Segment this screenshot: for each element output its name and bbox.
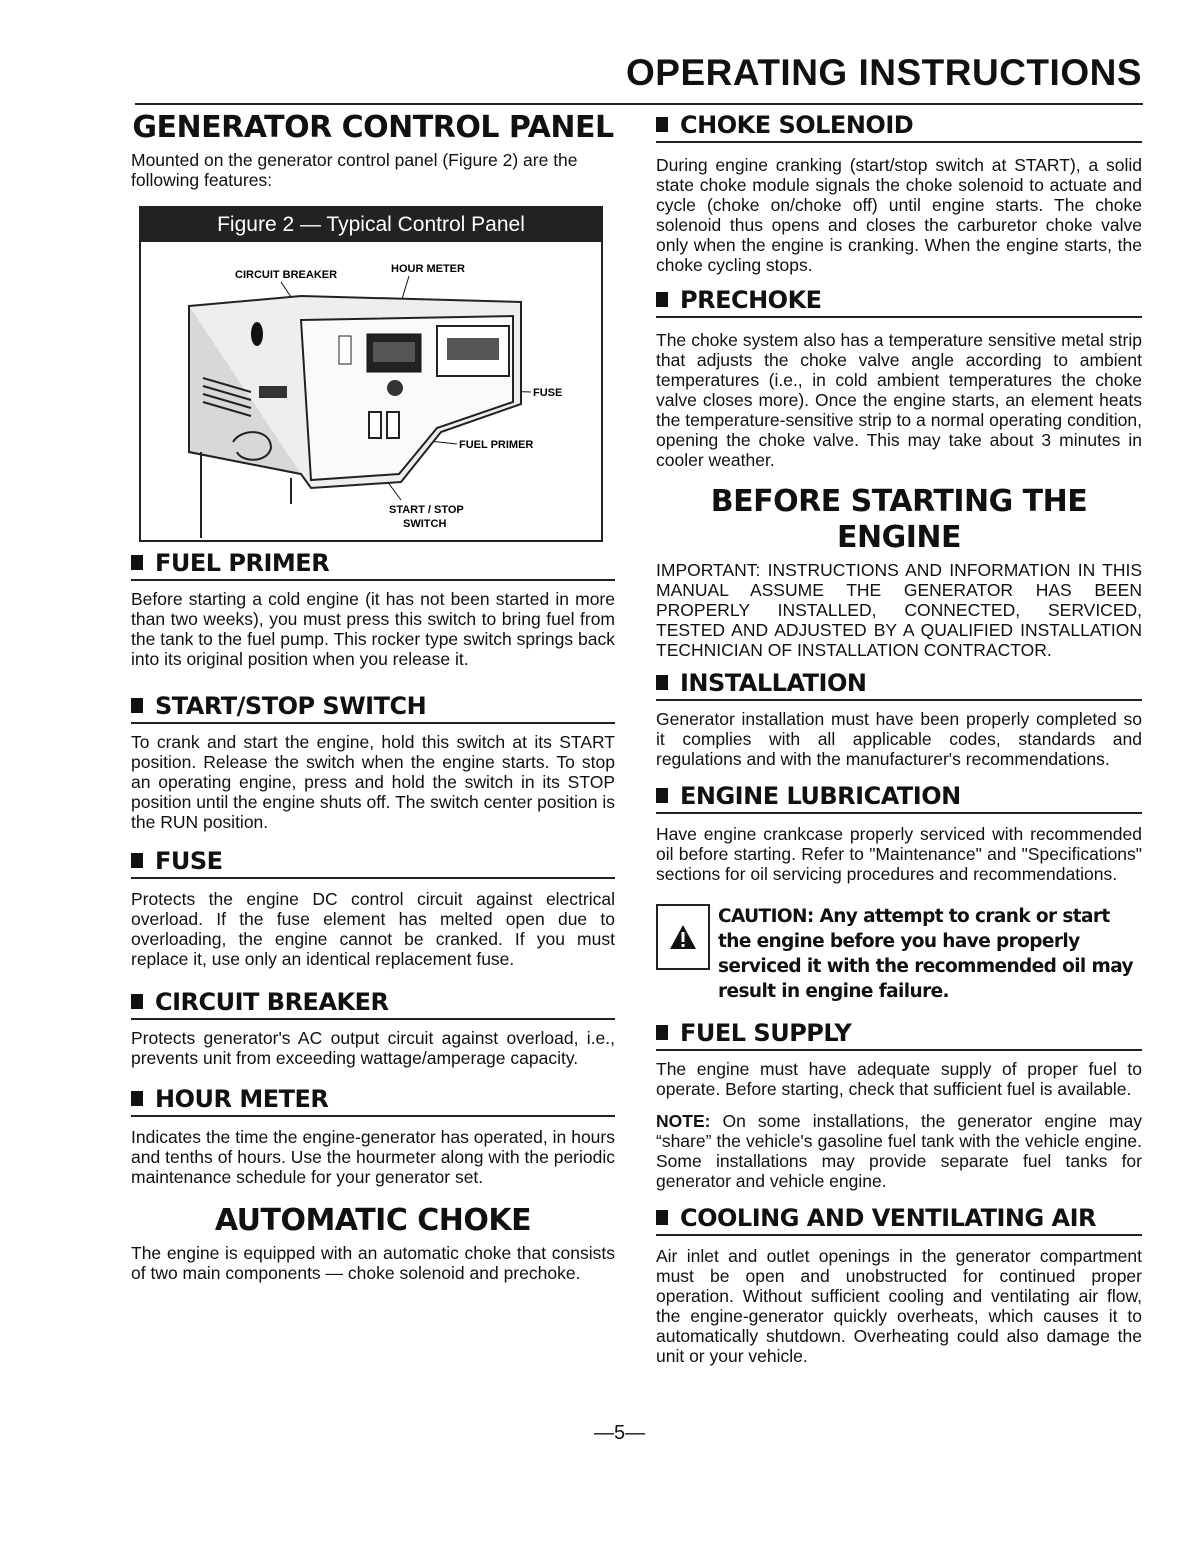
fuel-primer-section bbox=[131, 548, 615, 669]
label-fuse: FUSE bbox=[533, 387, 563, 399]
cooling-heading-text: COOLING AND VENTILATING AIR bbox=[680, 1204, 1097, 1232]
figure-2 bbox=[139, 206, 603, 542]
bullet-icon bbox=[656, 117, 668, 132]
installation-heading-text: INSTALLATION bbox=[680, 669, 867, 697]
before-starting-heading: BEFORE STARTING THE ENGINE bbox=[710, 484, 1088, 555]
cooling-heading bbox=[656, 1203, 1142, 1236]
start-stop-heading-text: START/STOP SWITCH bbox=[155, 692, 427, 720]
warning-icon bbox=[656, 904, 710, 970]
prechoke-heading-text: PRECHOKE bbox=[680, 286, 822, 314]
bullet-icon bbox=[131, 1091, 143, 1106]
header-rule bbox=[135, 103, 1143, 105]
right-column bbox=[656, 108, 1142, 1366]
hour-meter-heading-text: HOUR METER bbox=[155, 1085, 329, 1113]
choke-solenoid-section bbox=[656, 110, 1142, 275]
cooling-section bbox=[656, 1203, 1142, 1366]
installation-section bbox=[656, 668, 1142, 769]
label-hour-meter: HOUR METER bbox=[391, 263, 465, 275]
generator-housing bbox=[189, 296, 521, 538]
fuel-supply-note bbox=[656, 1111, 1142, 1191]
fuel-supply-body: The engine must have adequate supply of proper fuel to operate. Before starting, check that sufficient fuel is available. bbox=[656, 1059, 1142, 1099]
hour-meter-section bbox=[131, 1084, 615, 1187]
page-title: OPERATING INSTRUCTIONS bbox=[626, 52, 1142, 93]
generator-control-panel-heading: GENERATOR CONTROL PANEL bbox=[132, 110, 614, 145]
start-stop-heading bbox=[131, 691, 615, 724]
fuel-supply-section bbox=[656, 1018, 1142, 1191]
before-starting-body: IMPORTANT: INSTRUCTIONS AND INFORMATION IN THIS MANUAL ASSUME THE GENERATOR HAS BEEN PROPERLY INSTALLED, CONNECTED, SERVICED, TESTED AND ADJUSTED BY A QUALIFIED INSTALLATION TECHNICIAN OF INSTALLATION CONTRACTOR. bbox=[656, 560, 1142, 660]
circuit-breaker-heading-text: CIRCUIT BREAKER bbox=[155, 988, 389, 1016]
label-fuel-primer: FUEL PRIMER bbox=[459, 439, 534, 451]
choke-solenoid-body: During engine cranking (start/stop switch at START), a solid state choke module signals the choke solenoid to actuate and cycle (choke on/choke off) until engine starts. The choke solenoid thus opens and closes the carburetor choke valve only when the engine is cranking. When the engine starts, the choke cycling stops. bbox=[656, 155, 1142, 275]
prechoke-section bbox=[656, 285, 1142, 470]
circuit-breaker-body: Protects generator's AC output circuit against overload, i.e., prevents unit from exceeding wattage/amperage capacity. bbox=[131, 1028, 615, 1068]
start-stop-section bbox=[131, 691, 615, 832]
panel-intro: Mounted on the generator control panel (Figure 2) are the following features: bbox=[131, 150, 578, 190]
caution-text: CAUTION: Any attempt to crank or start the engine before you have properly serviced it with the recommended oil may result in engine failure. bbox=[718, 906, 1133, 1002]
bullet-icon bbox=[656, 788, 668, 803]
label-start-stop: START / STOP bbox=[389, 504, 464, 516]
caution-box bbox=[656, 904, 1142, 1004]
automatic-choke-heading: AUTOMATIC CHOKE bbox=[214, 1203, 532, 1238]
label-switch: SWITCH bbox=[403, 518, 447, 530]
bullet-icon bbox=[656, 1210, 668, 1225]
bullet-icon bbox=[656, 1025, 668, 1040]
bullet-icon bbox=[131, 994, 143, 1009]
note-body: On some installations, the generator engine may “share” the vehicle's gasoline fuel tank with the vehicle engine. Some installations may provide separate fuel tanks for generator and vehicle engine. bbox=[656, 1111, 1142, 1191]
engine-lubrication-body: Have engine crankcase properly serviced with recommended oil before starting. Refer to "Maintenance" and "Specifications" sections for oil servicing procedures and recommendations. bbox=[656, 824, 1142, 884]
fuel-primer-body: Before starting a cold engine (it has not been started in more than two weeks), you must press this switch to bring fuel from the tank to the fuel pump. This rocker type switch springs back into its original position when you release it. bbox=[131, 589, 615, 669]
fuse-heading-text: FUSE bbox=[155, 847, 223, 875]
engine-lubrication-heading-text: ENGINE LUBRICATION bbox=[680, 782, 961, 810]
control-panel-illustration bbox=[141, 242, 601, 538]
bullet-icon bbox=[656, 675, 668, 690]
installation-body: Generator installation must have been properly completed so it complies with all applicable codes, standards and regulations and with the manufacturer's recommendations. bbox=[656, 709, 1142, 769]
circuit-breaker-section bbox=[131, 987, 615, 1068]
automatic-choke-body: The engine is equipped with an automatic choke that consists of two main components — choke solenoid and prechoke. bbox=[131, 1243, 615, 1283]
fuel-primer-heading-text: FUEL PRIMER bbox=[155, 549, 330, 577]
fuel-supply-heading-text: FUEL SUPPLY bbox=[680, 1019, 852, 1047]
fuse-section bbox=[131, 846, 615, 969]
bullet-icon bbox=[131, 698, 143, 713]
label-circuit-breaker: CIRCUIT BREAKER bbox=[235, 269, 338, 281]
cooling-body: Air inlet and outlet openings in the generator compartment must be open and unobstructed for continued proper operation. Without sufficient cooling and ventilating air flow, the engine-generator quickly overheats, which causes it to automatically shutdown. Overheating could also damage the unit or your vehicle. bbox=[656, 1246, 1142, 1366]
fuel-supply-heading bbox=[656, 1018, 1142, 1051]
before-starting-section bbox=[656, 484, 1142, 660]
page-number: —5— bbox=[594, 1422, 646, 1444]
engine-lubrication-heading bbox=[656, 781, 1142, 814]
bullet-icon bbox=[656, 292, 668, 307]
fuel-primer-heading bbox=[131, 548, 615, 581]
installation-heading bbox=[656, 668, 1142, 701]
automatic-choke-section bbox=[131, 1203, 615, 1283]
fuse-body: Protects the engine DC control circuit against electrical overload. If the fuse element has melted open due to overloading, the engine cannot be cranked. If you must replace it, use only an identical replacement fuse. bbox=[131, 889, 615, 969]
note-label: NOTE: bbox=[656, 1111, 711, 1131]
circuit-breaker-heading bbox=[131, 987, 615, 1020]
choke-solenoid-heading bbox=[656, 110, 1142, 143]
hour-meter-body: Indicates the time the engine-generator has operated, in hours and tenths of hours. Use the hourmeter along with the periodic maintenance schedule for your generator set. bbox=[131, 1127, 615, 1187]
figure-title: Figure 2 — Typical Control Panel bbox=[141, 208, 601, 242]
choke-solenoid-heading-text: CHOKE SOLENOID bbox=[680, 111, 914, 139]
bullet-icon bbox=[131, 555, 143, 570]
fuse-heading bbox=[131, 846, 615, 879]
hour-meter-heading bbox=[131, 1084, 615, 1117]
left-column bbox=[131, 108, 615, 1283]
engine-lubrication-section bbox=[656, 781, 1142, 884]
start-stop-body: To crank and start the engine, hold this switch at its START position. Release the switch when the engine starts. To stop an operating engine, press and hold the switch in its STOP position until the engine shuts off. The switch center position is the RUN position. bbox=[131, 732, 615, 832]
prechoke-heading bbox=[656, 285, 1142, 318]
prechoke-body: The choke system also has a temperature sensitive metal strip that adjusts the choke valve angle according to ambient temperatures (i.e., in cold ambient temperatures the choke valve closes more). Once the engine starts, an element heats the temperature-sensitive strip to a normal operating condition, opening the choke valve. This may take about 3 minutes in cooler weather. bbox=[656, 330, 1142, 470]
bullet-icon bbox=[131, 853, 143, 868]
